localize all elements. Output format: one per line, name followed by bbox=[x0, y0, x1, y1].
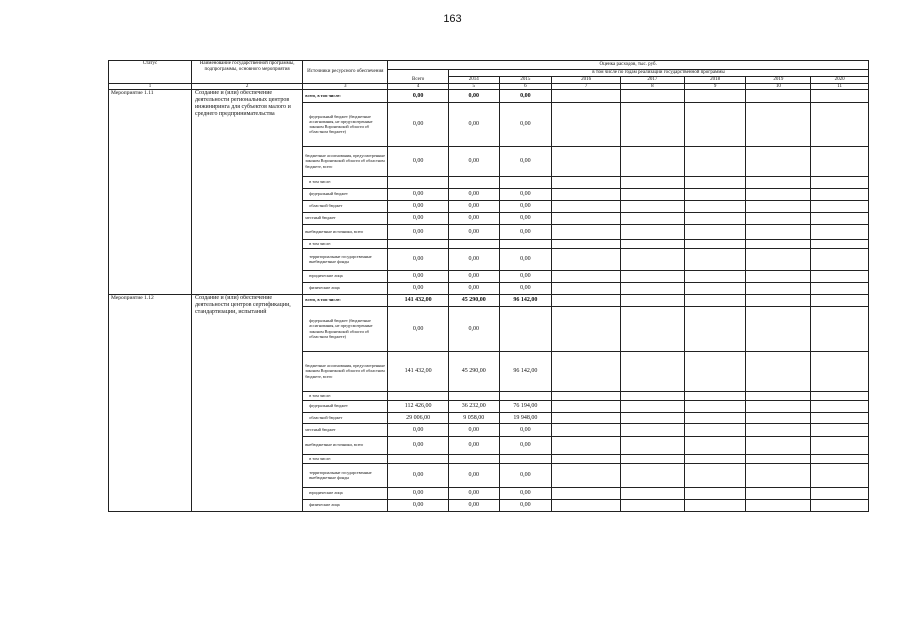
value-cell bbox=[621, 412, 685, 423]
value-cell bbox=[499, 176, 552, 188]
value-cell bbox=[811, 212, 869, 224]
value-cell bbox=[552, 391, 621, 400]
value-cell bbox=[621, 400, 685, 412]
value-cell bbox=[621, 89, 685, 102]
value-cell bbox=[684, 412, 746, 423]
value-cell bbox=[746, 463, 811, 487]
header-name: Наименование государственной программы, подпрограммы, основного мероприятия bbox=[191, 61, 302, 84]
value-cell bbox=[552, 487, 621, 499]
value-cell: 0,00 bbox=[388, 487, 449, 499]
value-cell bbox=[552, 176, 621, 188]
value-cell: 19 948,00 bbox=[499, 412, 552, 423]
value-cell: 0,00 bbox=[499, 146, 552, 176]
value-cell bbox=[552, 400, 621, 412]
value-cell bbox=[746, 282, 811, 294]
value-cell bbox=[746, 391, 811, 400]
value-cell bbox=[684, 423, 746, 436]
value-cell bbox=[552, 499, 621, 511]
value-cell: 0,00 bbox=[499, 212, 552, 224]
col-number: 4 bbox=[388, 83, 449, 89]
page-number: 163 bbox=[443, 13, 462, 25]
value-cell: 0,00 bbox=[499, 282, 552, 294]
value-cell: 0,00 bbox=[449, 200, 500, 212]
value-cell: 0,00 bbox=[388, 436, 449, 454]
value-cell: 0,00 bbox=[449, 188, 500, 200]
value-cell: 0,00 bbox=[499, 270, 552, 282]
value-cell bbox=[552, 436, 621, 454]
value-cell bbox=[811, 463, 869, 487]
value-cell bbox=[621, 306, 685, 351]
value-cell bbox=[449, 454, 500, 463]
value-cell: 96 142,00 bbox=[499, 351, 552, 391]
value-cell bbox=[746, 306, 811, 351]
header-source: Источники ресурсного обеспечения bbox=[303, 61, 388, 84]
value-cell: 0,00 bbox=[499, 188, 552, 200]
value-cell: 0,00 bbox=[388, 248, 449, 270]
source-cell: в том числе: bbox=[303, 391, 388, 400]
value-cell: 0,00 bbox=[388, 306, 449, 351]
value-cell bbox=[811, 270, 869, 282]
value-cell bbox=[811, 282, 869, 294]
value-cell: 0,00 bbox=[499, 200, 552, 212]
value-cell bbox=[746, 454, 811, 463]
source-cell: территориальные государственные внебюджетные фонды bbox=[303, 248, 388, 270]
value-cell bbox=[552, 463, 621, 487]
status-cell: Мероприятие 1.12 bbox=[109, 294, 192, 511]
value-cell bbox=[388, 391, 449, 400]
value-cell: 0,00 bbox=[499, 423, 552, 436]
col-number: 2 bbox=[191, 83, 302, 89]
value-cell bbox=[621, 248, 685, 270]
value-cell bbox=[746, 294, 811, 306]
value-cell bbox=[621, 487, 685, 499]
value-cell: 0,00 bbox=[388, 282, 449, 294]
value-cell bbox=[746, 487, 811, 499]
value-cell bbox=[449, 176, 500, 188]
value-cell bbox=[811, 200, 869, 212]
header-total: Всего bbox=[388, 70, 449, 84]
value-cell bbox=[449, 239, 500, 248]
source-cell: физические лица bbox=[303, 282, 388, 294]
header-status: Статус bbox=[109, 61, 192, 84]
value-cell bbox=[621, 188, 685, 200]
value-cell bbox=[746, 102, 811, 146]
value-cell: 9 058,00 bbox=[449, 412, 500, 423]
value-cell bbox=[746, 224, 811, 239]
value-cell: 0,00 bbox=[388, 423, 449, 436]
header-year: 2019 bbox=[746, 77, 811, 84]
value-cell: 0,00 bbox=[449, 282, 500, 294]
source-cell: внебюджетные источники, всего bbox=[303, 436, 388, 454]
value-cell bbox=[552, 282, 621, 294]
value-cell: 0,00 bbox=[388, 188, 449, 200]
value-cell: 0,00 bbox=[388, 102, 449, 146]
value-cell: 0,00 bbox=[388, 146, 449, 176]
value-cell bbox=[684, 306, 746, 351]
source-cell: местный бюджет bbox=[303, 212, 388, 224]
value-cell bbox=[621, 436, 685, 454]
value-cell bbox=[552, 102, 621, 146]
value-cell bbox=[684, 248, 746, 270]
source-cell: федеральный бюджет bbox=[303, 400, 388, 412]
value-cell bbox=[388, 176, 449, 188]
col-number: 1 bbox=[109, 83, 192, 89]
value-cell bbox=[684, 351, 746, 391]
value-cell bbox=[552, 294, 621, 306]
source-cell: областной бюджет bbox=[303, 200, 388, 212]
value-cell bbox=[621, 102, 685, 146]
source-cell: федеральный бюджет (бюджетные ассигнования, не предусмотренные законом Воронежской области об областном бюджете) bbox=[303, 102, 388, 146]
col-number: 3 bbox=[303, 83, 388, 89]
value-cell bbox=[746, 499, 811, 511]
value-cell: 0,00 bbox=[449, 436, 500, 454]
value-cell: 0,00 bbox=[499, 224, 552, 239]
value-cell bbox=[621, 351, 685, 391]
value-cell bbox=[811, 89, 869, 102]
value-cell bbox=[621, 212, 685, 224]
value-cell bbox=[811, 239, 869, 248]
value-cell: 0,00 bbox=[499, 248, 552, 270]
value-cell bbox=[684, 188, 746, 200]
value-cell bbox=[746, 270, 811, 282]
source-cell: в том числе: bbox=[303, 176, 388, 188]
value-cell bbox=[684, 200, 746, 212]
value-cell bbox=[811, 294, 869, 306]
value-cell: 141 432,00 bbox=[388, 294, 449, 306]
value-cell bbox=[811, 102, 869, 146]
source-cell: юридические лица bbox=[303, 270, 388, 282]
value-cell: 0,00 bbox=[449, 146, 500, 176]
col-number: 7 bbox=[552, 83, 621, 89]
header-year: 2015 bbox=[499, 77, 552, 84]
source-cell: всего, в том числе: bbox=[303, 89, 388, 102]
value-cell: 0,00 bbox=[388, 200, 449, 212]
header-year: 2014 bbox=[449, 77, 500, 84]
value-cell: 0,00 bbox=[449, 248, 500, 270]
value-cell: 0,00 bbox=[388, 224, 449, 239]
source-cell: физические лица bbox=[303, 499, 388, 511]
source-cell: юридические лица bbox=[303, 487, 388, 499]
value-cell bbox=[388, 239, 449, 248]
value-cell: 0,00 bbox=[449, 212, 500, 224]
value-cell bbox=[684, 212, 746, 224]
value-cell: 0,00 bbox=[499, 499, 552, 511]
value-cell bbox=[552, 239, 621, 248]
value-cell: 0,00 bbox=[388, 463, 449, 487]
value-cell: 0,00 bbox=[499, 89, 552, 102]
value-cell bbox=[684, 239, 746, 248]
value-cell bbox=[552, 224, 621, 239]
value-cell bbox=[621, 224, 685, 239]
value-cell bbox=[746, 412, 811, 423]
value-cell bbox=[552, 351, 621, 391]
header-year: 2017 bbox=[621, 77, 685, 84]
value-cell: 0,00 bbox=[449, 487, 500, 499]
value-cell: 0,00 bbox=[449, 102, 500, 146]
value-cell bbox=[552, 270, 621, 282]
col-number: 9 bbox=[684, 83, 746, 89]
col-number: 8 bbox=[621, 83, 685, 89]
value-cell bbox=[746, 239, 811, 248]
value-cell: 76 194,00 bbox=[499, 400, 552, 412]
value-cell bbox=[552, 188, 621, 200]
value-cell: 96 142,00 bbox=[499, 294, 552, 306]
value-cell: 45 290,00 bbox=[449, 294, 500, 306]
value-cell bbox=[746, 400, 811, 412]
value-cell bbox=[621, 282, 685, 294]
value-cell bbox=[684, 463, 746, 487]
value-cell: 0,00 bbox=[449, 89, 500, 102]
value-cell bbox=[684, 270, 746, 282]
value-cell bbox=[684, 176, 746, 188]
value-cell bbox=[499, 239, 552, 248]
value-cell bbox=[811, 454, 869, 463]
value-cell bbox=[811, 423, 869, 436]
value-cell bbox=[811, 400, 869, 412]
value-cell bbox=[552, 200, 621, 212]
measure-name-cell: Создание и (или) обеспечение деятельности региональных центров инжиниринга для субъектов малого и среднего предпринимательства bbox=[191, 89, 302, 294]
value-cell bbox=[388, 454, 449, 463]
value-cell bbox=[746, 351, 811, 391]
value-cell bbox=[811, 499, 869, 511]
value-cell bbox=[746, 89, 811, 102]
value-cell bbox=[552, 248, 621, 270]
value-cell: 0,00 bbox=[499, 436, 552, 454]
value-cell bbox=[621, 176, 685, 188]
value-cell bbox=[621, 200, 685, 212]
source-cell: федеральный бюджет bbox=[303, 188, 388, 200]
value-cell bbox=[811, 391, 869, 400]
source-cell: в том числе: bbox=[303, 239, 388, 248]
value-cell: 0,00 bbox=[499, 463, 552, 487]
value-cell bbox=[552, 306, 621, 351]
value-cell: 0,00 bbox=[449, 423, 500, 436]
source-cell: в том числе: bbox=[303, 454, 388, 463]
value-cell bbox=[746, 200, 811, 212]
value-cell bbox=[811, 487, 869, 499]
value-cell: 0,00 bbox=[449, 463, 500, 487]
value-cell bbox=[449, 391, 500, 400]
value-cell bbox=[621, 239, 685, 248]
col-number: 11 bbox=[811, 83, 869, 89]
value-cell: 0,00 bbox=[499, 487, 552, 499]
value-cell bbox=[499, 306, 552, 351]
value-cell bbox=[684, 282, 746, 294]
value-cell: 141 432,00 bbox=[388, 351, 449, 391]
value-cell bbox=[746, 248, 811, 270]
value-cell bbox=[621, 391, 685, 400]
value-cell bbox=[621, 463, 685, 487]
value-cell bbox=[552, 212, 621, 224]
value-cell bbox=[811, 248, 869, 270]
value-cell bbox=[552, 412, 621, 423]
table-row bbox=[109, 89, 869, 102]
value-cell bbox=[552, 423, 621, 436]
value-cell bbox=[684, 487, 746, 499]
status-cell: Мероприятие 1.11 bbox=[109, 89, 192, 294]
value-cell: 0,00 bbox=[449, 306, 500, 351]
value-cell: 29 006,00 bbox=[388, 412, 449, 423]
value-cell bbox=[746, 146, 811, 176]
source-cell: федеральный бюджет (бюджетные ассигнования, не предусмотренные законом Воронежской области об областном бюджете) bbox=[303, 306, 388, 351]
value-cell: 0,00 bbox=[499, 102, 552, 146]
value-cell bbox=[811, 351, 869, 391]
header-estimate: Оценка расходов, тыс. руб. bbox=[388, 61, 869, 70]
value-cell bbox=[499, 454, 552, 463]
value-cell: 0,00 bbox=[449, 270, 500, 282]
value-cell: 112 426,00 bbox=[388, 400, 449, 412]
value-cell bbox=[621, 499, 685, 511]
value-cell: 0,00 bbox=[388, 89, 449, 102]
value-cell bbox=[811, 412, 869, 423]
value-cell bbox=[684, 454, 746, 463]
value-cell bbox=[684, 400, 746, 412]
value-cell: 36 232,00 bbox=[449, 400, 500, 412]
value-cell bbox=[552, 89, 621, 102]
value-cell: 0,00 bbox=[449, 499, 500, 511]
value-cell bbox=[621, 423, 685, 436]
col-number: 10 bbox=[746, 83, 811, 89]
value-cell bbox=[811, 176, 869, 188]
value-cell bbox=[621, 454, 685, 463]
value-cell bbox=[746, 212, 811, 224]
value-cell bbox=[811, 224, 869, 239]
header-by-year: в том числе по годам реализации государственной программы bbox=[449, 70, 869, 77]
value-cell bbox=[746, 436, 811, 454]
value-cell: 0,00 bbox=[388, 212, 449, 224]
source-cell: местный бюджет bbox=[303, 423, 388, 436]
value-cell bbox=[811, 146, 869, 176]
table-header bbox=[109, 61, 869, 84]
source-cell: бюджетные ассигнования, предусмотренные законом Воронежской области об областном бюджете, всего bbox=[303, 351, 388, 391]
value-cell bbox=[684, 146, 746, 176]
value-cell bbox=[552, 146, 621, 176]
header-year: 2018 bbox=[684, 77, 746, 84]
header-year: 2020 bbox=[811, 77, 869, 84]
value-cell bbox=[499, 391, 552, 400]
header-year: 2016 bbox=[552, 77, 621, 84]
value-cell bbox=[746, 188, 811, 200]
value-cell bbox=[811, 188, 869, 200]
source-cell: всего, в том числе: bbox=[303, 294, 388, 306]
value-cell bbox=[746, 423, 811, 436]
source-cell: территориальные государственные внебюджетные фонды bbox=[303, 463, 388, 487]
value-cell bbox=[684, 294, 746, 306]
measure-name-cell: Создание и (или) обеспечение деятельности центров сертификации, стандартизации, испытаний bbox=[191, 294, 302, 511]
value-cell bbox=[811, 306, 869, 351]
value-cell bbox=[684, 391, 746, 400]
source-cell: бюджетные ассигнования, предусмотренные законом Воронежской области об областном бюджете, всего bbox=[303, 146, 388, 176]
source-cell: внебюджетные источники, всего bbox=[303, 224, 388, 239]
value-cell bbox=[684, 102, 746, 146]
value-cell bbox=[811, 436, 869, 454]
resource-table bbox=[108, 60, 869, 512]
col-number: 6 bbox=[499, 83, 552, 89]
value-cell bbox=[621, 294, 685, 306]
value-cell: 45 290,00 bbox=[449, 351, 500, 391]
value-cell bbox=[684, 499, 746, 511]
value-cell: 0,00 bbox=[388, 270, 449, 282]
source-cell: областной бюджет bbox=[303, 412, 388, 423]
value-cell bbox=[746, 176, 811, 188]
value-cell: 0,00 bbox=[449, 224, 500, 239]
col-number: 5 bbox=[449, 83, 500, 89]
value-cell bbox=[621, 146, 685, 176]
table-row bbox=[109, 294, 869, 306]
value-cell bbox=[552, 454, 621, 463]
value-cell bbox=[684, 89, 746, 102]
value-cell bbox=[684, 436, 746, 454]
value-cell bbox=[621, 270, 685, 282]
value-cell: 0,00 bbox=[388, 499, 449, 511]
value-cell bbox=[684, 224, 746, 239]
